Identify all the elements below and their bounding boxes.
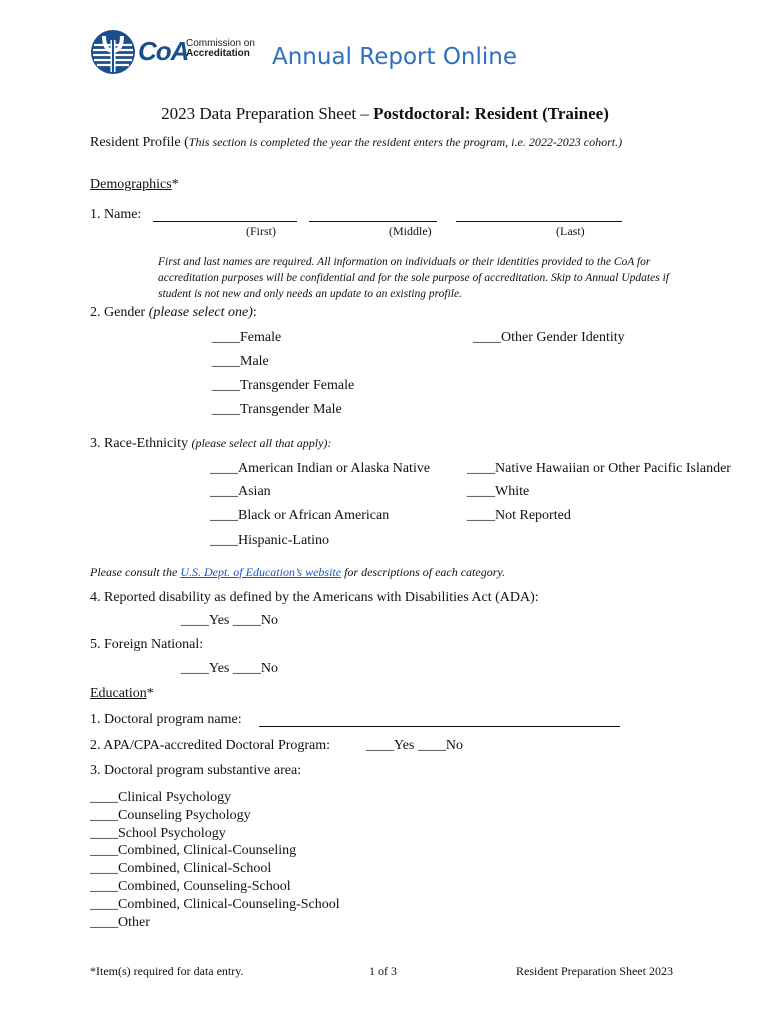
consult-post: for descriptions of each category. (341, 565, 506, 579)
race-option-not-reported[interactable]: ____Not Reported (467, 508, 571, 523)
logo-wordmark: CoA (138, 36, 189, 66)
sheet-title-bold: Postdoctoral: Resident (Trainee) (373, 104, 609, 123)
name-label: 1. Name: (90, 207, 142, 222)
consult-pre: Please consult the (90, 565, 181, 579)
first-name-field[interactable] (153, 220, 297, 222)
area-option[interactable]: ____Other (90, 914, 150, 930)
resident-profile (90, 133, 670, 152)
gender-option-female[interactable]: ____Female (212, 330, 282, 345)
last-name-caption: (Last) (556, 224, 585, 238)
race-hint: (please select all that apply): (191, 436, 332, 450)
report-title: Annual Report Online (272, 44, 518, 70)
race-option-asian[interactable]: ____Asian (210, 484, 271, 499)
race-option-american-indian[interactable]: ____American Indian or Alaska Native (210, 461, 431, 476)
profile-note: This section is completed the year the resident enters the program, i.e. 2022-2023 cohort.) (188, 135, 623, 149)
sheet-title-plain: 2023 Data Preparation Sheet – (161, 104, 374, 123)
area-option[interactable]: ____School Psychology (90, 825, 226, 841)
gender-option-male[interactable]: ____Male (212, 354, 269, 369)
gender-option-transgender-female[interactable]: ____Transgender Female (212, 378, 355, 393)
program-name-field[interactable] (259, 725, 620, 727)
education-dept-link[interactable]: U.S. Dept. of Education’s website (180, 565, 342, 579)
logo-subtitle (186, 39, 255, 59)
disability-label: 4. Reported disability as defined by the Americans with Disabilities Act (ADA): (90, 590, 539, 605)
area-option[interactable]: ____Combined, Clinical-Counseling (90, 843, 297, 859)
coa-emblem-icon (90, 28, 136, 76)
area-option[interactable]: ____Combined, Clinical-Counseling-School (90, 896, 340, 912)
accredited-label: 2. APA/CPA-accredited Doctoral Program: (90, 738, 331, 753)
middle-name-field[interactable] (309, 220, 437, 222)
logo-subtitle-line2: Accreditation (186, 48, 250, 59)
substantive-area-label: 3. Doctoral program substantive area: (90, 763, 302, 778)
accredited-options[interactable]: ____Yes ____No (366, 738, 463, 753)
foreign-national-label: 5. Foreign National: (90, 637, 204, 652)
education-asterisk: * (146, 686, 154, 701)
consult-note (90, 565, 505, 580)
race-label-text: 3. Race-Ethnicity (90, 436, 192, 451)
last-name-field[interactable] (456, 220, 622, 222)
substantive-area-list (90, 789, 340, 931)
gender-hint: (please select one) (148, 305, 253, 320)
first-name-caption: (First) (246, 224, 276, 238)
footer-sheet-name: Resident Preparation Sheet 2023 (516, 964, 673, 978)
area-option[interactable]: ____Clinical Psychology (90, 790, 232, 805)
required-asterisk: * (171, 177, 179, 192)
middle-name-caption: (Middle) (389, 224, 432, 238)
race-option-black[interactable]: ____Black or African American (210, 508, 390, 523)
demographics-heading (90, 177, 179, 193)
logo-subtitle-line1: Commission on (186, 38, 255, 49)
education-heading (90, 686, 154, 702)
area-option[interactable]: ____Combined, Counseling-School (90, 878, 291, 894)
race-option-pacific-islander[interactable]: ____Native Hawaiian or Other Pacific Islander (467, 461, 731, 476)
race-option-white[interactable]: ____White (467, 484, 530, 499)
foreign-national-options[interactable]: ____Yes ____No (181, 661, 278, 676)
gender-option-transgender-male[interactable]: ____Transgender Male (212, 402, 342, 417)
program-name-label: 1. Doctoral program name: (90, 712, 242, 727)
sheet-title (0, 104, 770, 124)
area-option[interactable]: ____Counseling Psychology (90, 807, 251, 823)
profile-label: Resident Profile ( (90, 135, 189, 150)
race-label (90, 436, 331, 452)
gender-label (90, 305, 257, 321)
coa-logo (90, 28, 260, 76)
education-heading-text: Education (90, 686, 147, 701)
gender-colon: : (252, 305, 257, 320)
name-requirement-note: First and last names are required. All information on individuals or their identities provided to the CoA for accreditation purposes will be confidential and for the sole purpose of accreditation. Skip to Annual Updates if student is not new and only needs an update to an existing profile. (158, 256, 669, 300)
race-option-hispanic[interactable]: ____Hispanic-Latino (210, 533, 329, 548)
footer-required-note: *Item(s) required for data entry. (90, 964, 244, 978)
footer-page-number: 1 of 3 (369, 964, 397, 978)
demographics-heading-text: Demographics (90, 177, 172, 192)
gender-label-text: 2. Gender (90, 305, 149, 320)
gender-option-other[interactable]: ____Other Gender Identity (473, 330, 625, 345)
area-option[interactable]: ____Combined, Clinical-School (90, 861, 272, 877)
disability-options[interactable]: ____Yes ____No (181, 613, 278, 628)
